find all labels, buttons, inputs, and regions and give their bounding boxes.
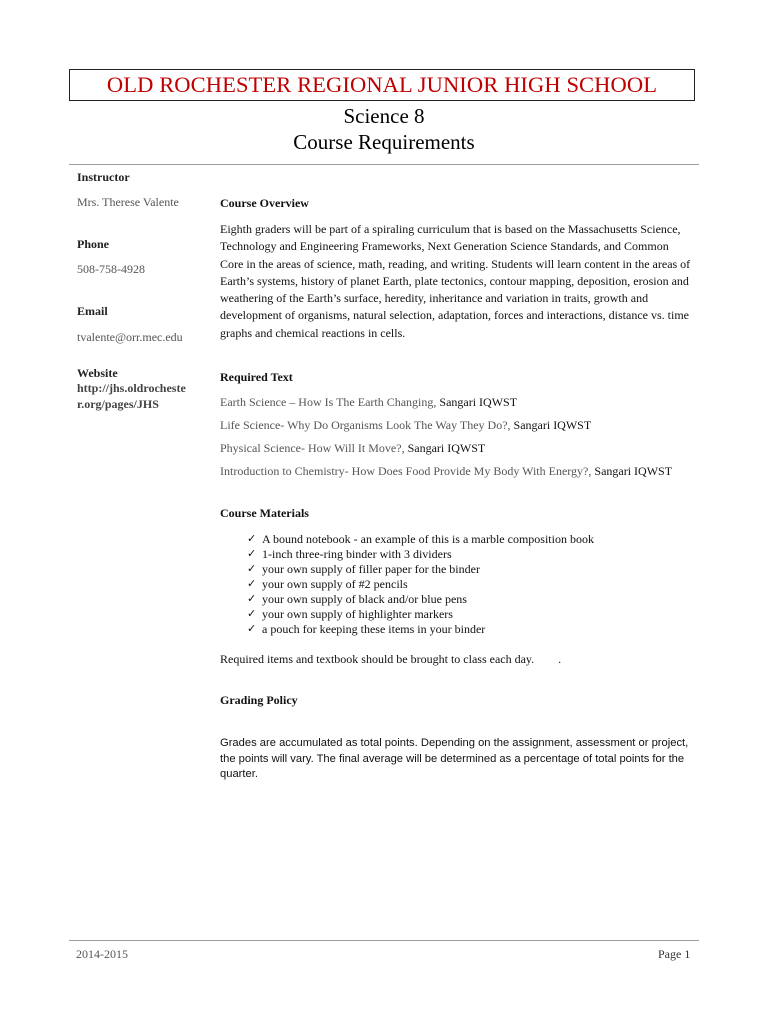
phone-value: 508-758-4928: [77, 262, 145, 276]
checkmark-icon: ✓: [247, 548, 257, 560]
grading-policy-text: Grades are accumulated as total points. Depending on the assignment, assessment or project, the points will vary. The final average will be determined as a percentage of total points for the quarter.: [220, 737, 689, 780]
material-text: A bound notebook - an example of this is a marble composition book: [262, 532, 594, 546]
material-text: your own supply of filler paper for the binder: [262, 562, 480, 576]
checkmark-icon: ✓: [247, 623, 257, 635]
required-text-publisher: Sangari IQWST: [591, 464, 673, 478]
school-name-box: [69, 69, 695, 101]
required-text-publisher: Sangari IQWST: [510, 418, 592, 432]
required-text-item: [220, 418, 591, 433]
required-text-item: [220, 441, 485, 456]
material-text: your own supply of #2 pencils: [262, 577, 408, 591]
course-overview-heading: Course Overview: [220, 196, 309, 210]
required-text-title: Earth Science – How Is The Earth Changing,: [220, 395, 437, 409]
required-text-item: [220, 395, 517, 410]
footer-page-number: Page 1: [658, 947, 691, 961]
website-link-line-1: http://jhs.oldrocheste: [77, 381, 186, 395]
material-text: 1-inch three-ring binder with 3 dividers: [262, 547, 452, 561]
website-label: Website: [77, 366, 118, 380]
checkmark-icon: ✓: [247, 608, 257, 620]
course-overview-text: Eighth graders will be part of a spiraling curriculum that is based on the Massachusetts Science, Technology and Engineering Frameworks, Next Generation Science Standards, and Common Core in the areas of science, math, reading, and writing. Students will learn content in the areas of Earth’s systems, history of planet Earth, plate tectonics, contour mapping, deposition, erosion and weathering of the Earth’s surface, heredity, inheritance and variation in traits, growth and development of organisms, natural selection, adaptation, forces and interactions, distance vs. time graphs and chemical reactions in cells.: [220, 222, 691, 340]
required-text-heading: Required Text: [220, 370, 293, 384]
list-item: [247, 547, 594, 562]
required-text-publisher: Sangari IQWST: [436, 395, 518, 409]
course-title: Science 8: [343, 104, 425, 128]
required-text-title: Physical Science- How Will It Move?,: [220, 441, 405, 455]
materials-list: [247, 532, 594, 637]
email-label: Email: [77, 304, 108, 318]
material-text: your own supply of highlighter markers: [262, 607, 453, 621]
checkmark-icon: ✓: [247, 533, 257, 545]
list-item: [247, 577, 594, 592]
list-item: [247, 562, 594, 577]
material-text: a pouch for keeping these items in your binder: [262, 622, 486, 636]
instructor-label: Instructor: [77, 170, 130, 184]
checkmark-icon: ✓: [247, 578, 257, 590]
checkmark-icon: ✓: [247, 563, 257, 575]
website-link-line-2: r.org/pages/JHS: [77, 397, 159, 411]
material-text: your own supply of black and/or blue pens: [262, 592, 467, 606]
checkmark-icon: ✓: [247, 593, 257, 605]
document-subtitle: Course Requirements: [293, 130, 475, 154]
grading-policy-heading: Grading Policy: [220, 693, 298, 707]
instructor-value: Mrs. Therese Valente: [77, 195, 179, 209]
course-materials-heading: Course Materials: [220, 506, 309, 520]
header-divider: [69, 164, 699, 165]
website-link[interactable]: [77, 380, 202, 412]
materials-note: Required items and textbook should be brought to class each day. .: [220, 652, 562, 666]
phone-label: Phone: [77, 237, 110, 251]
footer-school-year: 2014-2015: [76, 947, 128, 961]
required-text-title: Life Science- Why Do Organisms Look The Way They Do?,: [220, 418, 511, 432]
required-text-title: Introduction to Chemistry- How Does Food Provide My Body With Energy?,: [220, 464, 592, 478]
list-item: [247, 592, 594, 607]
list-item: [247, 532, 594, 547]
email-value[interactable]: tvalente@orr.mec.edu: [77, 330, 183, 344]
footer-divider: [69, 940, 699, 941]
list-item: [247, 622, 594, 637]
school-name: OLD ROCHESTER REGIONAL JUNIOR HIGH SCHOOL: [106, 72, 658, 97]
required-text-publisher: Sangari IQWST: [404, 441, 486, 455]
list-item: [247, 607, 594, 622]
required-text-item: [220, 464, 672, 479]
